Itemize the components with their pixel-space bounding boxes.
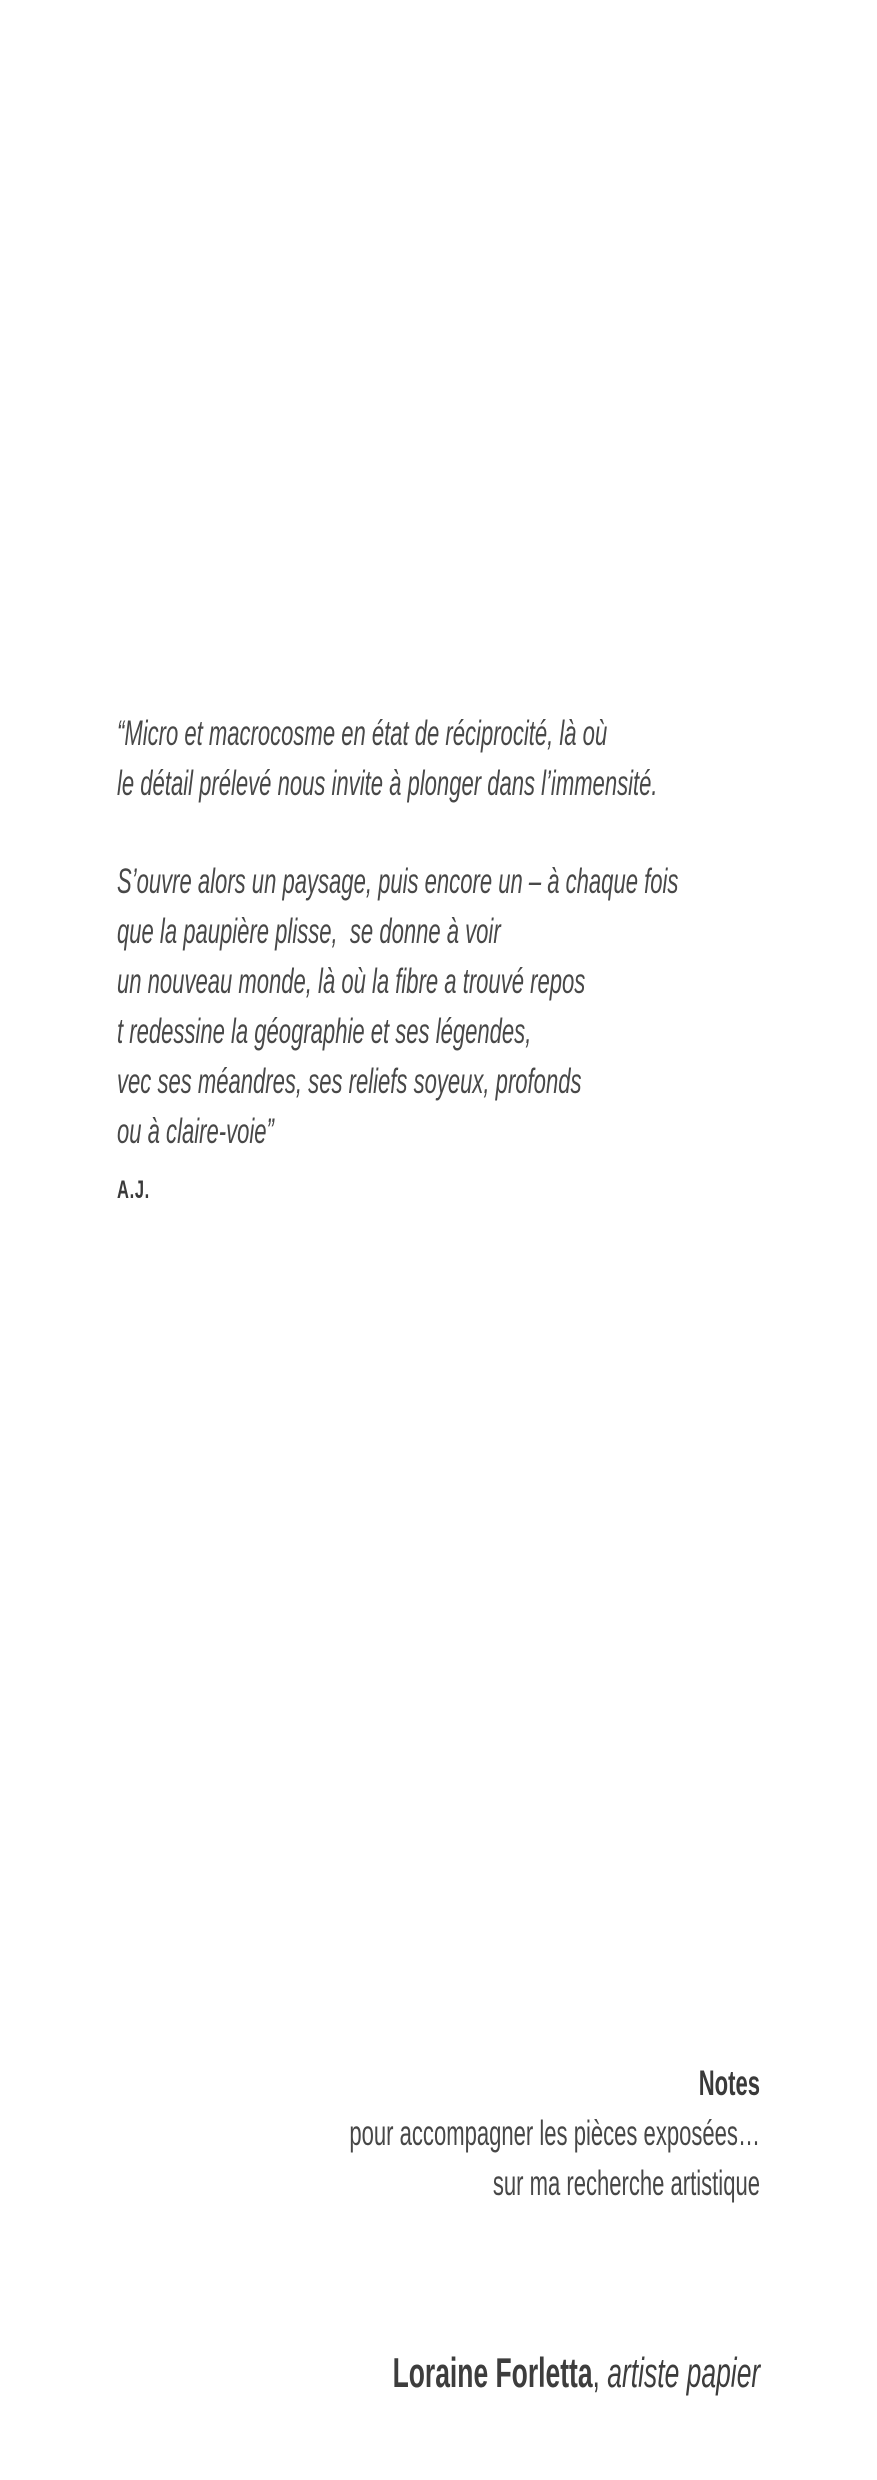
- notes-section: [193, 2059, 760, 2209]
- notes-title: Notes: [698, 2064, 760, 2103]
- notes-subtitle-line: sur ma recherche artistique: [492, 2164, 760, 2203]
- quote-line: un nouveau monde, là où la fibre a trouvé repos: [117, 962, 586, 1001]
- signature-separator: ,: [592, 2349, 608, 2396]
- quote-line: ou à claire-voie”: [117, 1112, 274, 1151]
- quote-attribution: A.J.: [117, 1176, 150, 1204]
- notes-subtitle-line: pour accompagner les pièces exposées…: [349, 2114, 760, 2153]
- quote-line: t redessine la géographie et ses légendes,: [117, 1012, 532, 1051]
- quote-line: S’ouvre alors un paysage, puis encore un – à chaque fois: [117, 862, 679, 901]
- quote-line: que la paupière plisse, se donne à voir: [117, 912, 501, 951]
- quote-line: vec ses méandres, ses reliefs soyeux, profonds: [117, 1062, 582, 1101]
- artist-name: Loraine Forletta: [392, 2349, 593, 2396]
- quote-paragraph: [117, 857, 785, 1157]
- quote-paragraph: [117, 709, 785, 809]
- signature-line: [363, 2307, 760, 2439]
- artist-role: artiste papier: [607, 2349, 760, 2396]
- quote-line: “Micro et macrocosme en état de réciprocité, là où: [117, 714, 608, 753]
- quote-line: le détail prélevé nous invite à plonger dans l’immensité.: [117, 764, 658, 803]
- artist-quote: [117, 709, 785, 1157]
